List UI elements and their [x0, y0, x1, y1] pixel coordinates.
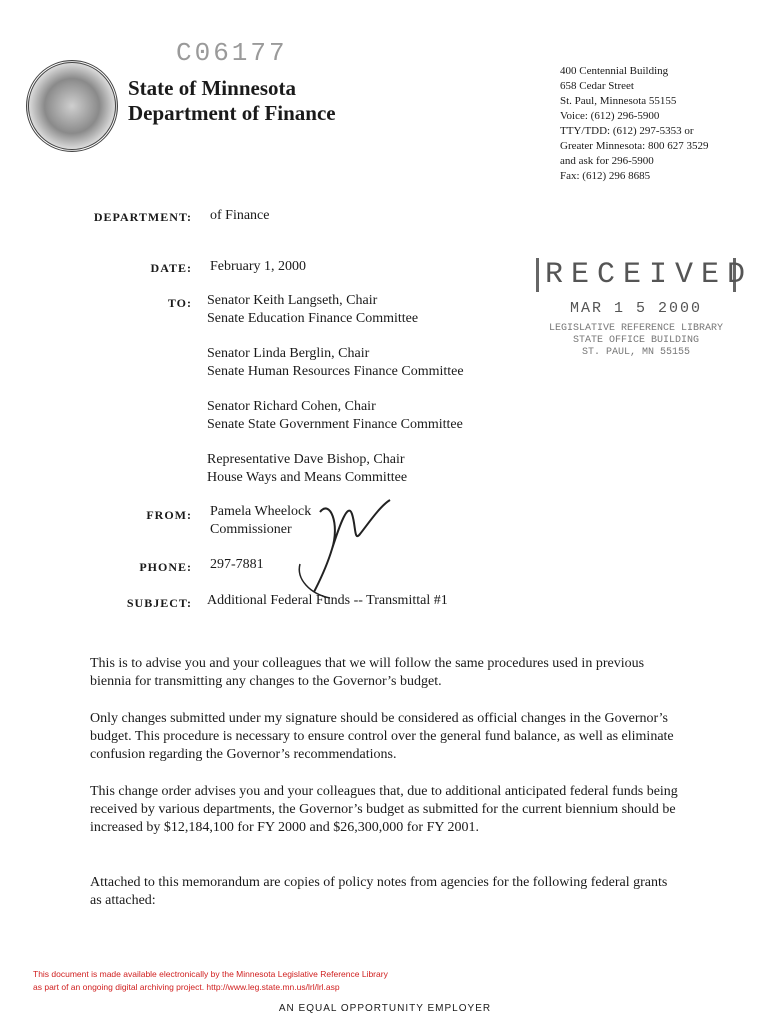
- body-paragraph: This change order advises you and your colleagues that, due to additional anticipated federal funds being received by various departments, the Governor’s budget as submitted for the current biennium should be increased by $12,184,100 for FY 2000 and $26,300,000 for FY 2001.: [90, 784, 678, 835]
- archive-note-line: This document is made available electronically by the Minnesota Legislative Reference Library: [33, 969, 388, 979]
- subject-value: Additional Federal Funds -- Transmittal #1: [207, 593, 448, 608]
- address-line: Voice: (612) 296-5900: [560, 110, 660, 122]
- recipient-block: [207, 345, 464, 381]
- archive-note-line: as part of an ongoing digital archiving project. http://www.leg.state.mn.us/lrl/lrl.asp: [33, 982, 340, 992]
- to-label: TO:: [167, 296, 192, 310]
- recipient-committee: Senate Education Finance Committee: [207, 311, 419, 326]
- recipient-committee: Senate State Government Finance Committee: [207, 417, 463, 432]
- received-date: MAR 1 5 2000: [569, 300, 703, 317]
- recipient-committee: House Ways and Means Committee: [207, 470, 408, 485]
- address-line: TTY/TDD: (612) 297-5353 or: [560, 125, 694, 137]
- phone-label: PHONE:: [139, 560, 192, 574]
- recipient-committee: Senate Human Resources Finance Committee: [207, 364, 464, 379]
- from-title: Commissioner: [210, 522, 292, 537]
- org-department: Department of Finance: [128, 101, 336, 125]
- address-block: [560, 64, 760, 184]
- equal-opportunity-footer: AN EQUAL OPPORTUNITY EMPLOYER: [278, 1003, 492, 1014]
- address-line: St. Paul, Minnesota 55155: [560, 95, 677, 107]
- recipient-name: Senator Linda Berglin, Chair: [207, 346, 370, 361]
- body-paragraph: This is to advise you and your colleagues that we will follow the same procedures used in previous biennia for transmitting any changes to the Governor’s budget.: [90, 656, 645, 689]
- received-library-line: STATE OFFICE BUILDING: [572, 335, 700, 346]
- recipient-name: Senator Keith Langseth, Chair: [207, 293, 378, 308]
- body-paragraph: Only changes submitted under my signature should be considered as official changes in the Governor’s budget. This procedure is necessary to ensure control over the general fund balance, as well as eliminate confusion regarding the Governor’s recommendations.: [90, 711, 674, 762]
- org-name: State of Minnesota: [128, 76, 296, 100]
- recipient-block: [207, 398, 463, 434]
- received-library-line: LEGISLATIVE REFERENCE LIBRARY: [548, 323, 724, 334]
- date-value: February 1, 2000: [210, 259, 307, 274]
- received-word: RECEIVED: [536, 258, 736, 292]
- received-library: [536, 323, 736, 359]
- address-line: 658 Cedar Street: [560, 80, 634, 92]
- from-label: FROM:: [146, 508, 192, 522]
- address-line: and ask for 296-5900: [560, 155, 654, 167]
- recipient-block: [207, 451, 407, 487]
- body-paragraph: Attached to this memorandum are copies of policy notes from agencies for the following federal grants as attached:: [90, 875, 668, 908]
- recipient-name: Senator Richard Cohen, Chair: [207, 399, 376, 414]
- signature-icon: [290, 494, 400, 604]
- from-name: Pamela Wheelock: [210, 504, 312, 519]
- date-label: DATE:: [150, 261, 192, 275]
- address-line: Fax: (612) 296 8685: [560, 170, 651, 182]
- archive-note: [33, 968, 388, 994]
- phone-value: 297-7881: [210, 557, 264, 572]
- subject-label: SUBJECT:: [126, 596, 192, 610]
- recipient-block: [207, 292, 418, 328]
- document-stamp-number: C06177: [176, 38, 288, 68]
- department-label: DEPARTMENT:: [93, 210, 192, 224]
- received-library-line: ST. PAUL, MN 55155: [581, 347, 691, 358]
- state-seal-icon: [26, 60, 118, 152]
- recipient-name: Representative Dave Bishop, Chair: [207, 452, 405, 467]
- department-value: of Finance: [210, 208, 270, 223]
- address-line: 400 Centennial Building: [560, 65, 669, 77]
- address-line: Greater Minnesota: 800 627 3529: [560, 140, 709, 152]
- received-stamp: [536, 258, 754, 359]
